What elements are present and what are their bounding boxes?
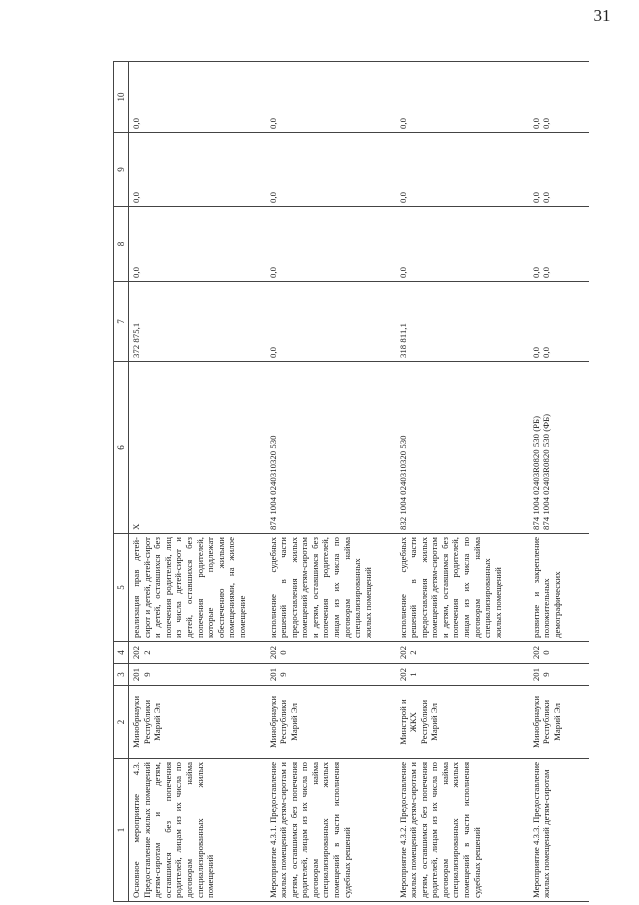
executor-cell: Минобрнауки Республики Марий Эл [529, 686, 589, 759]
budget-code-cell [529, 362, 589, 534]
budget-code: X [131, 523, 141, 530]
value-cell-9 [266, 133, 396, 207]
value: 0,0 [267, 192, 278, 203]
end-year-cell: 2020 [266, 642, 396, 664]
start-year-cell: 2021 [396, 664, 529, 686]
header-cell: 1 [114, 759, 129, 902]
start-year-cell: 2019 [529, 664, 589, 686]
executor-cell: Минобрнауки Республики Марий Эл [266, 686, 396, 759]
result-cell: реализация прав детей-сирот и детей, детей-сирот и детей, оставшихся без попечения родителей, лиц из числа детей-сирот и детей, оставшихся без попечения родителей, которые подлежат обеспечению жилыми помещениями, на жилое помещение [129, 534, 266, 642]
executor-cell: Минобрнауки Республики Марий Эл [129, 686, 266, 759]
value-cell-8 [266, 207, 396, 282]
header-cell: 2 [114, 686, 129, 759]
value-cell-9 [529, 133, 589, 207]
budget-code: 874 1004 02403R0820 530 (ФБ) [541, 413, 552, 530]
page-number: 31 [593, 6, 611, 25]
value: 0,0 [397, 118, 408, 129]
value: 0,0 [541, 118, 552, 129]
start-year-cell: 2019 [266, 664, 396, 686]
result-cell: исполнение судебных решений в части предоставления жилых помещений детям-сиротам и детям, оставшимся без попечения родителей, лицам из их числа по договорам найма специализированных жилых помещений [396, 534, 529, 642]
table-row [529, 62, 589, 902]
value: 0,0 [131, 118, 141, 129]
program-measures-table [113, 61, 589, 902]
value-cell-8 [529, 207, 589, 282]
value: 0,0 [541, 267, 552, 278]
value-cell-8 [129, 207, 266, 282]
result-cell: развитие и закрепление положительных демографических [529, 534, 589, 642]
value: 0,0 [541, 192, 552, 203]
header-cell: 4 [114, 642, 129, 664]
end-year-cell: 2022 [396, 642, 529, 664]
value-cell-9 [396, 133, 529, 207]
end-year-cell: 2020 [529, 642, 589, 664]
table-row [129, 62, 266, 902]
header-cell: 6 [114, 362, 129, 534]
measure-name-cell: Мероприятие 4.3.3. Предоставление жилых помещений детям-сиротам [529, 759, 589, 902]
header-cell: 3 [114, 664, 129, 686]
value: 0,0 [131, 192, 141, 203]
value: 0,0 [131, 267, 141, 278]
header-cell: 5 [114, 534, 129, 642]
measure-name-cell: Мероприятие 4.3.2. Предоставление жилых помещений детям-сиротам и детям, оставшимся без попечения родителей, лицам из их числа по договорам найма специализированных жилых помещений в части исполнения судебных решений [396, 759, 529, 902]
value-cell-7 [129, 282, 266, 362]
budget-code-cell [129, 362, 266, 534]
value-cell-7 [529, 282, 589, 362]
value: 0,0 [267, 347, 278, 358]
value: 372 875,1 [131, 322, 141, 358]
budget-code: 874 1004 02403R0820 530 (РБ) [530, 415, 541, 530]
measure-name-cell: Основное мероприятие 4.3. Предоставление жилых помещений детям-сиротам и детям, оставшимся без попечения родителей, лицам из их числа по договорам найма специализированных жилых помещений [129, 759, 266, 902]
rotated-table-container [113, 62, 639, 902]
value: 0,0 [530, 267, 541, 278]
header-cell: 8 [114, 207, 129, 282]
value-cell-7 [396, 282, 529, 362]
value-cell-10 [129, 62, 266, 133]
table-row [266, 62, 396, 902]
measure-name-cell: Мероприятие 4.3.1. Предоставление жилых помещений детям-сиротам и детям, оставшимся без попечения родителей, лицам из их числа по договорам найма специализированных жилых помещений в части исполнения судебных решений [266, 759, 396, 902]
executor-cell: Минстрой и ЖКХ Республики Марий Эл [396, 686, 529, 759]
result-cell: исполнение судебных решений в части предоставления жилых помещений детям-сиротам и детям, оставшимся без попечения родителей, лицам из их числа по договорам найма специализированных жилых помещений [266, 534, 396, 642]
value-cell-10 [529, 62, 589, 133]
value: 0,0 [397, 267, 408, 278]
end-year-cell: 2022 [129, 642, 266, 664]
budget-code: 832 1004 0240310320 530 [397, 435, 408, 530]
value-cell-10 [396, 62, 529, 133]
budget-code-cell [266, 362, 396, 534]
header-cell: 7 [114, 282, 129, 362]
value: 0,0 [267, 267, 278, 278]
value-cell-10 [266, 62, 396, 133]
value: 0,0 [267, 118, 278, 129]
table-row [396, 62, 529, 902]
value: 318 811,1 [397, 323, 408, 358]
value: 0,0 [541, 347, 552, 358]
value: 0,0 [530, 347, 541, 358]
header-row [114, 62, 129, 902]
value-cell-8 [396, 207, 529, 282]
value: 0,0 [530, 192, 541, 203]
value-cell-9 [129, 133, 266, 207]
header-cell: 9 [114, 133, 129, 207]
start-year-cell: 2019 [129, 664, 266, 686]
value: 0,0 [397, 192, 408, 203]
budget-code-cell [396, 362, 529, 534]
budget-code: 874 1004 0240310320 530 [267, 435, 278, 530]
value-cell-7 [266, 282, 396, 362]
value: 0,0 [530, 118, 541, 129]
header-cell: 10 [114, 62, 129, 133]
